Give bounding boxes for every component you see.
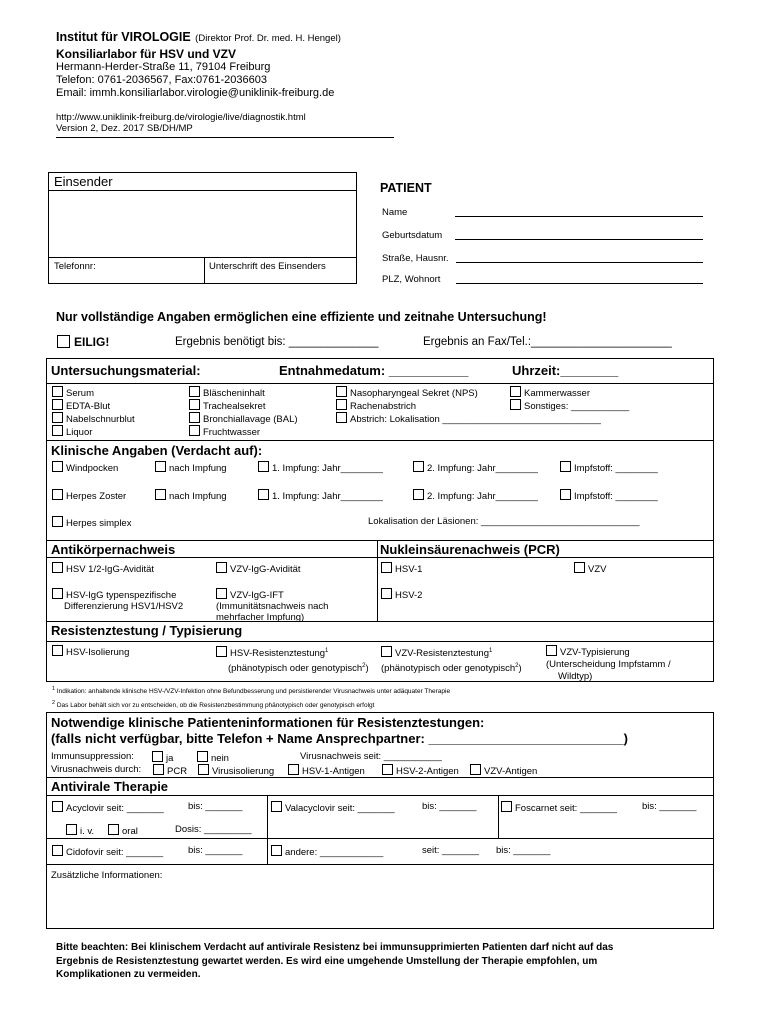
material-option-checkbox[interactable] — [336, 412, 601, 425]
hsv-type-checkbox[interactable] — [52, 588, 183, 612]
detect-hsv2-antigen-checkbox[interactable] — [382, 764, 459, 777]
patient-title: PATIENT — [380, 181, 432, 195]
immun-yes-checkbox[interactable] — [152, 751, 173, 764]
material-option-checkbox[interactable] — [336, 386, 478, 399]
checkbox-icon[interactable] — [52, 489, 63, 500]
checkbox-icon[interactable] — [381, 646, 392, 657]
material-option-checkbox[interactable] — [189, 386, 265, 399]
lesion-location-field[interactable]: Lokalisation der Läsionen: ______________________________ — [368, 516, 640, 527]
checkbox-icon[interactable] — [52, 801, 63, 812]
pcr-title: Nukleinsäurenachweis (PCR) — [380, 542, 560, 557]
windpocken-impfung1-checkbox[interactable] — [258, 461, 383, 474]
hsv-resistance-label: HSV-Resistenztestung — [230, 648, 326, 660]
material-option-label: Liquor — [66, 427, 93, 438]
material-option-label: Nabelschnurblut — [66, 414, 135, 425]
footer-line-1: Bitte beachten: Bei klinischem Verdacht auf antivirale Resistenz bei immunsupprimierten Patienten darf nicht auf das — [56, 942, 614, 953]
immun-no-checkbox[interactable] — [197, 751, 229, 764]
hsv-type-label-1: HSV-IgG typenspezifische — [66, 590, 177, 601]
footnote-marker-2: 2 — [52, 700, 56, 706]
dose-field[interactable]: Dosis: _________ — [175, 824, 252, 835]
checkbox-icon[interactable] — [52, 562, 63, 573]
footnote-2 — [52, 700, 374, 709]
footnote-ref-1: 1 — [489, 648, 493, 654]
material-option-label: EDTA-Blut — [66, 401, 111, 412]
pcr-hsv1-label: HSV-1 — [395, 564, 423, 575]
zoster-label: Herpes Zoster — [66, 491, 127, 502]
checkbox-icon[interactable] — [574, 562, 585, 573]
zoster-vaccine-checkbox[interactable] — [155, 489, 227, 502]
header — [56, 28, 416, 134]
checkbox-icon[interactable] — [52, 412, 63, 423]
immunsuppression-label: Immunsuppression: — [51, 751, 134, 762]
sample-time-field[interactable]: Uhrzeit:________ — [512, 363, 619, 378]
additional-info-label: Zusätzliche Informationen: — [51, 870, 163, 881]
foscarnet-until-field[interactable]: bis: _______ — [642, 801, 697, 812]
hsv-resistance-method: (phänotypisch oder genotypisch — [228, 663, 363, 675]
pcr-label: PCR — [167, 766, 188, 777]
impfung1-label: 1. Impfung: Jahr________ — [272, 463, 383, 474]
vzv-resistance-label: VZV-Resistenztestung — [395, 648, 489, 660]
impfung2-label: 2. Impfung: Jahr________ — [427, 491, 538, 502]
checkbox-icon[interactable] — [189, 399, 200, 410]
checkbox-icon[interactable] — [382, 764, 393, 775]
acyclovir-until-field[interactable]: bis: _______ — [188, 801, 243, 812]
footnote-marker-1: 1 — [52, 686, 56, 692]
checkbox-icon[interactable] — [52, 645, 63, 656]
checkbox-icon[interactable] — [52, 399, 63, 410]
address: Hermann-Herder-Straße 11, 79104 Freiburg — [56, 61, 271, 73]
hsv-type-label-2: Differenzierung HSV1/HSV2 — [64, 601, 184, 612]
checkbox-icon[interactable] — [152, 751, 163, 762]
other-drug-label: andere: ____________ — [285, 847, 384, 858]
contact-person-field[interactable]: (falls nicht verfügbar, bitte Telefon + Name Ansprechpartner: ___________________________) — [51, 731, 628, 746]
footer-line-3: Komplikationen zu vermeiden. — [56, 969, 201, 980]
sender-box[interactable] — [48, 172, 357, 284]
cidofovir-checkbox[interactable] — [52, 845, 163, 858]
checkbox-icon[interactable] — [198, 764, 209, 775]
checkbox-icon[interactable] — [155, 461, 166, 472]
footnote-2-text: Das Labor behält sich vor zu entscheiden, ob die Resistenzbestimmung phänotypisch oder genotypisch erfolgt — [56, 702, 375, 710]
patient-name-label: Name — [382, 207, 408, 218]
vzv-typing-desc-1: (Unterscheidung Impfstamm / — [546, 659, 671, 670]
patient-name-field[interactable] — [455, 216, 703, 217]
sample-date-field[interactable]: Entnahmedatum: ___________ — [279, 363, 469, 378]
iv-checkbox[interactable] — [66, 824, 94, 837]
patient-dob-label: Geburtsdatum — [382, 230, 443, 241]
checkbox-icon[interactable] — [381, 588, 392, 599]
no-label: nein — [211, 753, 229, 764]
vzv-typing-label: VZV-Typisierung — [560, 647, 630, 658]
cidofovir-label: Cidofovir seit: _______ — [66, 847, 164, 858]
institute-name: Institut für VIROLOGIE — [56, 30, 191, 44]
windpocken-impfung2-checkbox[interactable] — [413, 461, 538, 474]
version: Version 2, Dez. 2017 SB/DH/MP — [56, 123, 193, 134]
lab-name: Konsiliarlabor für HSV und VZV — [56, 47, 237, 61]
material-option-label: Kammerwasser — [524, 388, 590, 399]
material-title: Untersuchungsmaterial: — [51, 363, 201, 378]
urgent-label: EILIG! — [74, 335, 110, 349]
email: Email: immh.konsiliarlabor.virologie@uniklinik-freiburg.de — [56, 87, 335, 99]
checkbox-icon[interactable] — [271, 845, 282, 856]
nach-impfung-label: nach Impfung — [169, 463, 227, 474]
material-option-label: Bronchiallavage (BAL) — [203, 414, 298, 425]
valacyclovir-checkbox[interactable] — [271, 801, 395, 814]
vzv-resistance-method: (phänotypisch oder genotypisch — [381, 663, 516, 675]
checkbox-icon[interactable] — [413, 489, 424, 500]
material-option-checkbox[interactable] — [189, 425, 260, 438]
windpocken-label: Windpocken — [66, 463, 119, 474]
checkbox-icon[interactable] — [189, 412, 200, 423]
checkbox-icon[interactable] — [271, 801, 282, 812]
checkbox-icon[interactable] — [155, 489, 166, 500]
resistance-title: Resistenztestung / Typisierung — [51, 623, 243, 638]
patient-dob-field[interactable] — [455, 239, 703, 240]
checkbox-icon[interactable] — [288, 764, 299, 775]
material-option-checkbox[interactable] — [189, 412, 298, 425]
clinical-title: Klinische Angaben (Verdacht auf): — [51, 443, 263, 458]
footnote-1-text: Indikation: anhaltende klinische HSV-/VZV-Infektion ohne Befundbesserung und persistierender Virusnachweis unter adäquater Therapie — [56, 688, 451, 696]
patient-street-label: Straße, Hausnr. — [382, 253, 449, 264]
footer-warning — [56, 941, 613, 982]
detect-pcr-checkbox[interactable] — [153, 764, 187, 777]
vzv-ift-label-3: mehrfacher Impfung) — [216, 612, 305, 623]
impfstoff-label: Impfstoff: ________ — [574, 491, 658, 502]
material-option-label: Nasopharyngeal Sekret (NPS) — [350, 388, 478, 399]
isolation-label: Virusisolierung — [212, 766, 275, 777]
hsv1-antigen-label: HSV-1-Antigen — [302, 766, 365, 777]
hsv-avidity-label: HSV 1/2-IgG-Avidität — [66, 564, 155, 575]
director: (Direktor Prof. Dr. med. H. Hengel) — [195, 33, 341, 44]
checkbox-icon[interactable] — [510, 399, 521, 410]
checkbox-icon[interactable] — [381, 562, 392, 573]
checkbox-icon[interactable] — [216, 588, 227, 599]
checkbox-icon[interactable] — [510, 386, 521, 397]
result-needed-field[interactable]: Ergebnis benötigt bis: ______________ — [175, 336, 379, 348]
material-option-label: Sonstiges: ___________ — [524, 401, 630, 412]
hsv-isolation-label: HSV-Isolierung — [66, 647, 130, 658]
material-option-label: Abstrich: Lokalisation ______________________________ — [350, 414, 601, 425]
acyclovir-checkbox[interactable] — [52, 801, 164, 814]
footnote-ref-2: 2 — [362, 663, 366, 670]
checkbox-icon[interactable] — [560, 461, 571, 472]
oral-label: oral — [122, 826, 138, 837]
virus-since-field[interactable]: Virusnachweis seit: ___________ — [300, 751, 442, 762]
checkbox-icon[interactable] — [336, 412, 347, 423]
material-option-checkbox[interactable] — [336, 399, 416, 412]
checkbox-icon[interactable] — [216, 562, 227, 573]
material-option-checkbox[interactable] — [510, 399, 629, 412]
checkbox-icon[interactable] — [52, 516, 63, 527]
simplex-checkbox[interactable] — [52, 516, 131, 529]
checkbox-icon[interactable] — [189, 386, 200, 397]
windpocken-impfstoff-checkbox[interactable] — [560, 461, 658, 474]
vzv-resistance-checkbox[interactable] — [381, 645, 522, 675]
vzv-ift-label-2: (Immunitätsnachweis nach — [216, 601, 329, 612]
other-since-field[interactable]: seit: _______ — [422, 845, 480, 856]
impfung1-label: 1. Impfung: Jahr________ — [272, 491, 383, 502]
checkbox-icon[interactable] — [197, 751, 208, 762]
vzv-ift-label-1: VZV-IgG-IFT — [230, 590, 284, 601]
hsv2-antigen-label: HSV-2-Antigen — [396, 766, 459, 777]
detect-hsv1-antigen-checkbox[interactable] — [288, 764, 365, 777]
hsv-resistance-checkbox[interactable] — [216, 645, 369, 675]
phone: Telefon: 0761-2036567, Fax:0761-2036603 — [56, 74, 268, 86]
patient-street-field[interactable] — [456, 262, 703, 263]
checkbox-icon[interactable] — [52, 588, 63, 599]
checkbox-icon[interactable] — [258, 489, 269, 500]
vzv-avidity-label: VZV-IgG-Avidität — [230, 564, 301, 575]
cidofovir-until-field[interactable]: bis: _______ — [188, 845, 243, 856]
paren-close: ) — [365, 663, 369, 675]
material-option-checkbox[interactable] — [52, 399, 110, 412]
vzv-antigen-label: VZV-Antigen — [484, 766, 538, 777]
other-until-field[interactable]: bis: _______ — [496, 845, 551, 856]
vzv-avidity-checkbox[interactable] — [216, 562, 301, 575]
vzv-typing-desc-2: Wildtyp) — [558, 671, 593, 682]
antibody-title: Antikörpernachweis — [51, 542, 176, 557]
patient-info-title: Notwendige klinische Patienteninformationen für Resistenztestungen: — [51, 715, 485, 730]
checkbox-icon[interactable] — [52, 386, 63, 397]
footnote-ref-2: 2 — [515, 663, 519, 670]
footer-line-2: Ergebnis de Resistenztestung gewartet werden. Es wird eine umgehende Umstellung der Therapie empfohlen, um — [56, 955, 598, 967]
foscarnet-label: Foscarnet seit: _______ — [515, 803, 617, 814]
checkbox-icon[interactable] — [258, 461, 269, 472]
windpocken-vaccine-checkbox[interactable] — [155, 461, 227, 474]
result-fax-field[interactable]: Ergebnis an Fax/Tel.:______________________ — [423, 336, 672, 348]
website-url: http://www.uniklinik-freiburg.de/virologie/live/diagnostik.html — [56, 112, 306, 123]
checkbox-icon[interactable] — [560, 489, 571, 500]
nach-impfung-label: nach Impfung — [169, 491, 227, 502]
checkbox-icon[interactable] — [501, 801, 512, 812]
impfstoff-label: Impfstoff: ________ — [574, 463, 658, 474]
patient-city-label: PLZ, Wohnort — [382, 274, 441, 285]
material-option-checkbox[interactable] — [189, 399, 265, 412]
acyclovir-label: Acyclovir seit: _______ — [66, 803, 164, 814]
windpocken-checkbox[interactable] — [52, 461, 118, 474]
material-option-label: Trachealsekret — [203, 401, 266, 412]
zoster-checkbox[interactable] — [52, 489, 126, 502]
sender-title: Einsender — [54, 174, 113, 189]
zoster-impfung1-checkbox[interactable] — [258, 489, 383, 502]
material-option-label: Rachenabstrich — [350, 401, 417, 412]
checkbox-icon[interactable] — [413, 461, 424, 472]
pcr-hsv2-checkbox[interactable] — [381, 588, 422, 601]
iv-label: i. v. — [80, 826, 95, 837]
other-drug-checkbox[interactable] — [271, 845, 383, 858]
header-divider — [56, 137, 394, 138]
checkbox-icon[interactable] — [57, 335, 70, 348]
oral-checkbox[interactable] — [108, 824, 138, 837]
pcr-vzv-label: VZV — [588, 564, 607, 575]
virus-detection-label: Virusnachweis durch: — [51, 764, 142, 775]
checkbox-icon[interactable] — [216, 646, 227, 657]
checkbox-icon[interactable] — [153, 764, 164, 775]
valacyclovir-label: Valacyclovir seit: _______ — [285, 803, 395, 814]
paren-close: ) — [518, 663, 522, 675]
material-option-checkbox[interactable] — [52, 412, 135, 425]
checkbox-icon[interactable] — [52, 461, 63, 472]
checkbox-icon[interactable] — [470, 764, 481, 775]
simplex-label: Herpes simplex — [66, 518, 132, 529]
detect-isolation-checkbox[interactable] — [198, 764, 274, 777]
material-option-label: Bläscheninhalt — [203, 388, 265, 399]
vzv-ift-checkbox[interactable] — [216, 588, 328, 623]
zoster-impfstoff-checkbox[interactable] — [560, 489, 658, 502]
checkbox-icon[interactable] — [52, 425, 63, 436]
hsv-avidity-checkbox[interactable] — [52, 562, 154, 575]
pcr-vzv-checkbox[interactable] — [574, 562, 606, 575]
zoster-impfung2-checkbox[interactable] — [413, 489, 538, 502]
material-option-label: Fruchtwasser — [203, 427, 261, 438]
material-option-checkbox[interactable] — [510, 386, 590, 399]
material-option-label: Serum — [66, 388, 94, 399]
urgent-checkbox[interactable] — [57, 335, 109, 349]
footnote-1 — [52, 686, 450, 695]
footnote-ref-1: 1 — [325, 648, 329, 654]
additional-info-field[interactable] — [47, 884, 713, 928]
checkbox-icon[interactable] — [546, 645, 557, 656]
sender-phone-label: Telefonnr: — [54, 261, 96, 272]
vzv-typing-checkbox[interactable] — [546, 645, 671, 683]
checkbox-icon[interactable] — [189, 425, 200, 436]
material-option-checkbox[interactable] — [52, 425, 92, 438]
checkbox-icon[interactable] — [52, 845, 63, 856]
detect-vzv-antigen-checkbox[interactable] — [470, 764, 537, 777]
checkbox-icon[interactable] — [108, 824, 119, 835]
pcr-hsv2-label: HSV-2 — [395, 590, 423, 601]
impfung2-label: 2. Impfung: Jahr________ — [427, 463, 538, 474]
sender-signature-label: Unterschrift des Einsenders — [209, 261, 326, 272]
checkbox-icon[interactable] — [336, 386, 347, 397]
checkbox-icon[interactable] — [336, 399, 347, 410]
therapy-title: Antivirale Therapie — [51, 779, 169, 794]
material-option-checkbox[interactable] — [52, 386, 94, 399]
valacyclovir-until-field[interactable]: bis: _______ — [422, 801, 477, 812]
foscarnet-checkbox[interactable] — [501, 801, 617, 814]
yes-label: ja — [166, 753, 174, 764]
completeness-notice: Nur vollständige Angaben ermöglichen eine effiziente und zeitnahe Untersuchung! — [56, 310, 547, 324]
pcr-hsv1-checkbox[interactable] — [381, 562, 422, 575]
hsv-isolation-checkbox[interactable] — [52, 645, 129, 658]
patient-city-field[interactable] — [456, 283, 703, 284]
checkbox-icon[interactable] — [66, 824, 77, 835]
